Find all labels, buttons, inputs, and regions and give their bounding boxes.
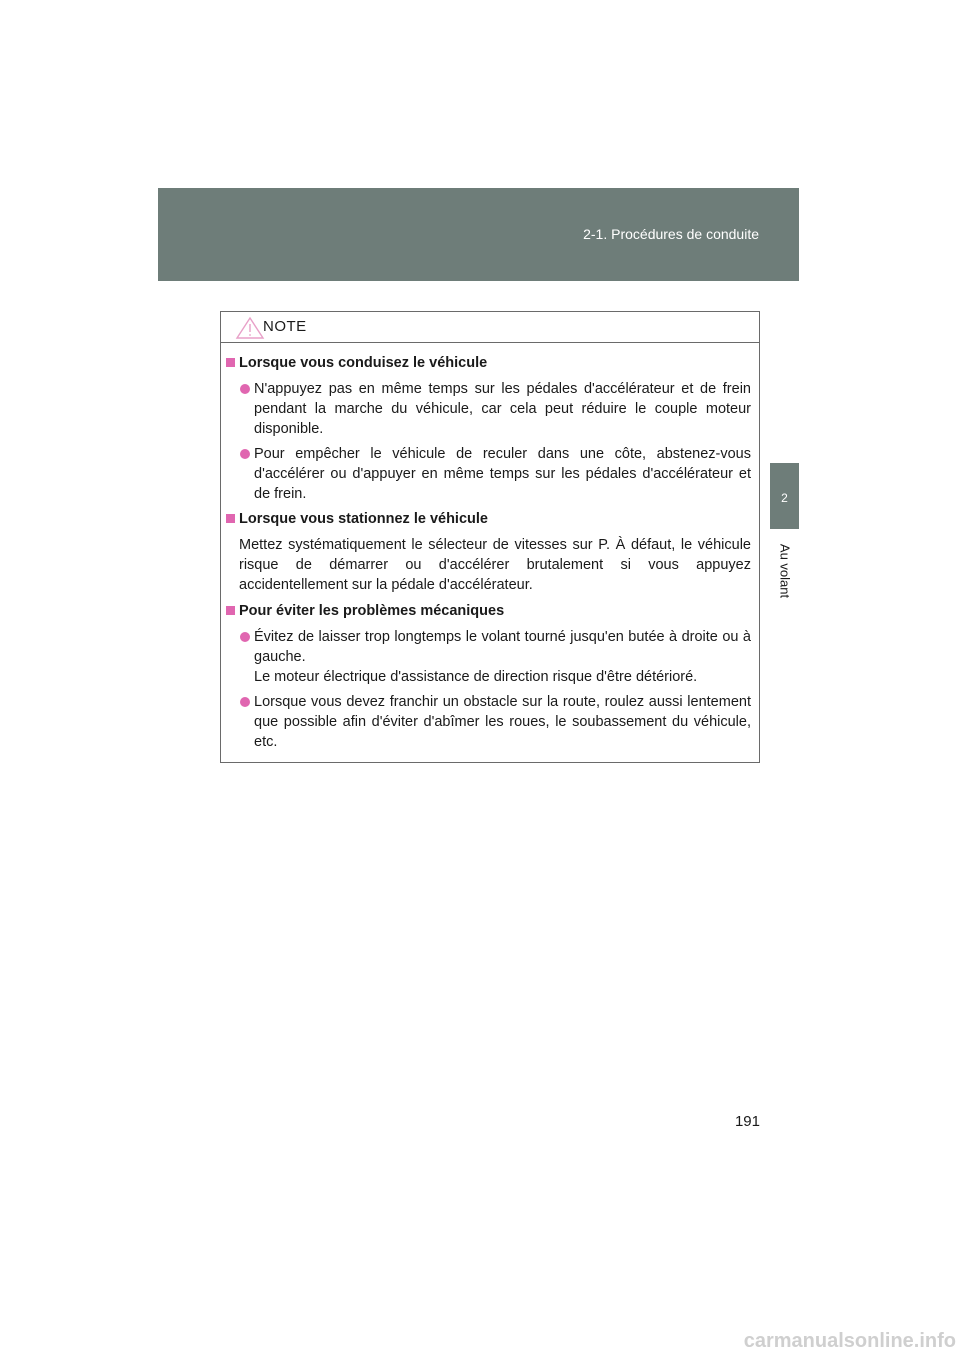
page-number: 191 <box>734 1113 760 1130</box>
section-title: 2-1. Procédures de conduite <box>583 226 759 242</box>
watermark-text: carmanualsonline.info <box>743 1330 956 1352</box>
circle-bullet-icon <box>240 449 250 459</box>
chapter-label-text: Au volant <box>777 543 793 599</box>
square-bullet-icon <box>226 606 235 615</box>
note-box <box>220 311 760 763</box>
section-heading: Pour éviter les problèmes mécaniques <box>226 601 751 621</box>
warning-triangle-icon <box>235 316 265 340</box>
paragraph: Mettez systématiquement le sélecteur de vitesses sur P. À défaut, le véhicule risque de démarrer ou d'accélérer brutalement si vous appuyez accidentellement sur la pédale d'accélérateur. <box>239 537 751 593</box>
section-heading: Lorsque vous stationnez le véhicule <box>226 509 751 529</box>
note-header <box>221 312 759 343</box>
circle-bullet-icon <box>240 632 250 642</box>
circle-bullet-icon <box>240 384 250 394</box>
header-band <box>158 188 799 281</box>
section-heading: Lorsque vous conduisez le véhicule <box>226 353 751 373</box>
list-item: Évitez de laisser trop longtemps le volant tourné jusqu'en butée à droite ou à gauche. Le moteur électrique d'assistance de direction risque d'être détérioré. <box>226 627 751 687</box>
watermark <box>720 1320 960 1358</box>
chapter-number: 2 <box>781 491 788 505</box>
note-body <box>221 343 759 752</box>
square-bullet-icon <box>226 358 235 367</box>
square-bullet-icon <box>226 514 235 523</box>
chapter-label <box>775 536 795 606</box>
note-title: NOTE <box>263 318 307 335</box>
list-item: N'appuyez pas en même temps sur les pédales d'accélérateur et de frein pendant la marche du véhicule, car cela peut réduire le couple moteur disponible. <box>226 379 751 439</box>
chapter-tab <box>770 463 799 529</box>
list-item: Lorsque vous devez franchir un obstacle sur la route, roulez aussi lentement que possible afin d'éviter d'abîmer les roues, le soubassement du véhicule, etc. <box>226 692 751 752</box>
list-item: Pour empêcher le véhicule de reculer dans une côte, abstenez-vous d'accélérer ou d'appuyer en même temps sur les pédales d'accélérateur et de frein. <box>226 444 751 504</box>
circle-bullet-icon <box>240 697 250 707</box>
